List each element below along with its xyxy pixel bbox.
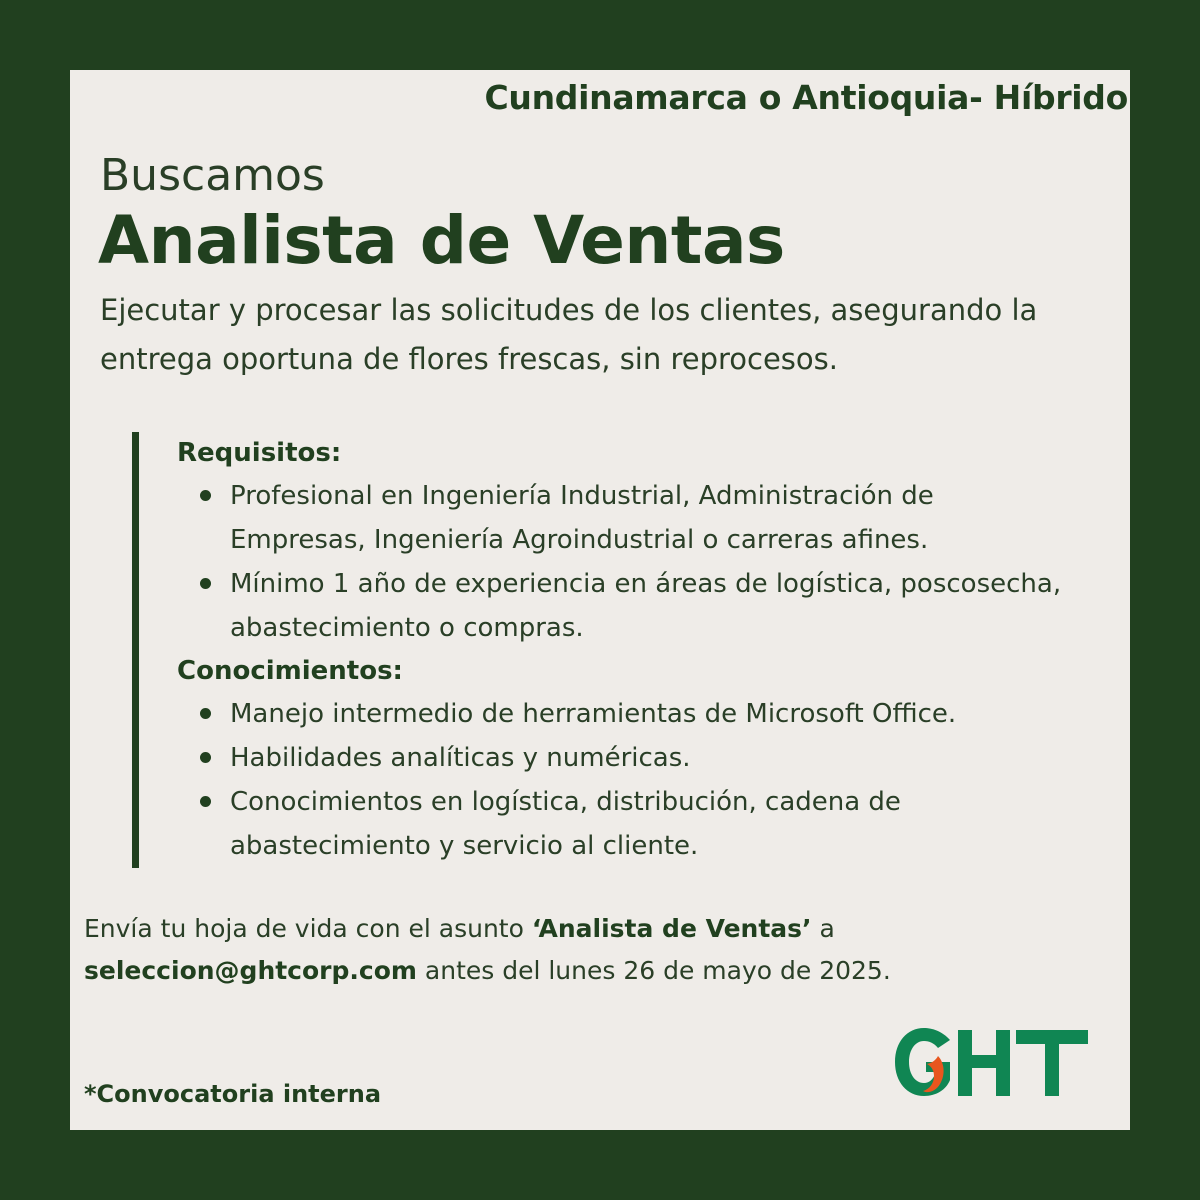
job-summary: Ejecutar y procesar las solicitudes de los clientes, asegurando la entrega oportuna de flores frescas, sin reprocesos.: [100, 293, 1038, 376]
email-subject: ‘Analista de Ventas’: [531, 914, 812, 943]
list-item: [177, 474, 1072, 562]
location-label: Cundinamarca o Antioquia- Híbrido: [484, 78, 1128, 117]
bullet-icon: [200, 578, 211, 589]
list-item: [177, 562, 1072, 650]
ght-logo: [892, 1022, 1092, 1102]
email-address-link[interactable]: seleccion@ghtcorp.com: [84, 956, 417, 985]
knowledge-heading: Conocimientos:: [177, 656, 403, 686]
job-title: Analista de Ventas: [98, 202, 785, 279]
knowledge-list: [177, 692, 1072, 868]
list-item: [177, 736, 1072, 780]
list-item: [177, 692, 1072, 736]
list-item-text: Mínimo 1 año de experiencia en áreas de logística, poscosecha, abastecimiento o compras.: [230, 569, 1062, 643]
requirements-block: [132, 432, 1072, 868]
list-item: [177, 780, 1072, 868]
bullet-icon: [200, 752, 211, 763]
list-item-text: Habilidades analíticas y numéricas.: [230, 743, 691, 773]
list-item-text: Conocimientos en logística, distribución, cadena de abastecimiento y servicio al cliente.: [230, 787, 901, 861]
requirements-heading: Requisitos:: [177, 438, 342, 468]
kicker-text: Buscamos: [100, 150, 325, 201]
bullet-icon: [200, 708, 211, 719]
requirements-list: [177, 474, 1072, 650]
job-posting-card: [70, 70, 1130, 1130]
list-item-text: Profesional en Ingeniería Industrial, Administración de Empresas, Ingeniería Agroindustrial o carreras afines.: [230, 481, 934, 555]
logo-letter-h: [958, 1030, 1010, 1096]
bullet-icon: [200, 796, 211, 807]
application-instructions: [84, 908, 1104, 992]
internal-note: *Convocatoria interna: [84, 1080, 382, 1108]
instructions-text: a: [811, 914, 835, 943]
instructions-text: Envía tu hoja de vida con el asunto: [84, 914, 532, 943]
list-item-text: Manejo intermedio de herramientas de Microsoft Office.: [230, 699, 957, 729]
bullet-icon: [200, 490, 211, 501]
deadline-text: antes del lunes 26 de mayo de 2025.: [416, 956, 891, 985]
logo-letter-t: [1016, 1030, 1088, 1096]
